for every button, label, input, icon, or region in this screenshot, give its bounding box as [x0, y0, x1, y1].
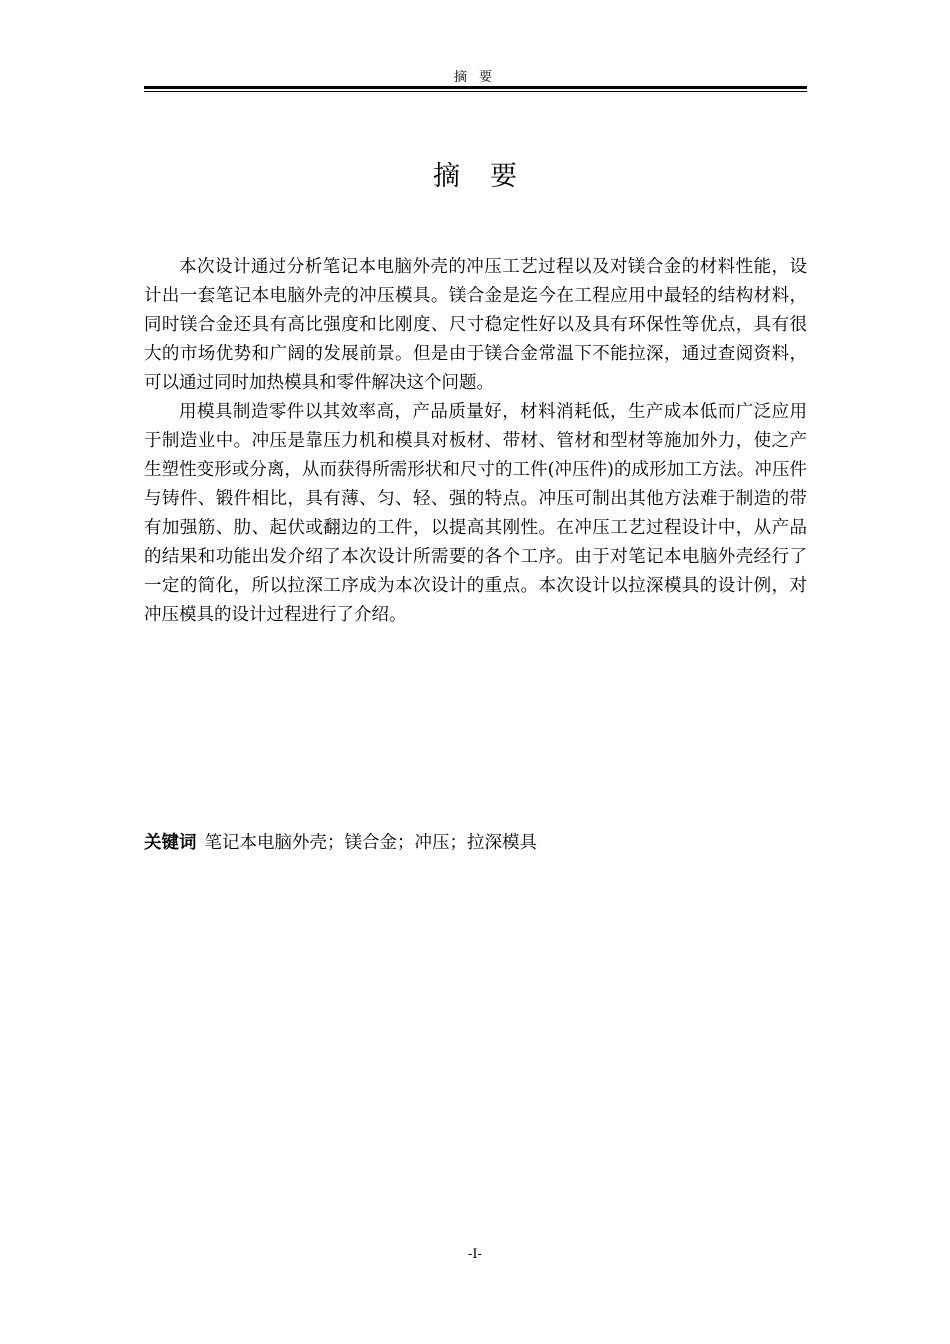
abstract-paragraph-2: 用模具制造零件以其效率高，产品质量好，材料消耗低，生产成本低而广泛应用于制造业中。冲压是靠压力机和模具对板材、带材、管材和型材等施加外力，使之产生塑性变形或分离，从而获得所需形状和尺寸的工件(冲压件)的成形加工方法。冲压件与铸件、锻件相比，具有薄、匀、轻、强的特点。冲压可制出其他方法难于制造的带有加强筋、肋、起伏或翻边的工件，以提高其刚性。在冲压工艺过程设计中，从产品的结果和功能出发介绍了本次设计所需要的各个工序。由于对笔记本电脑外壳经行了一定的简化，所以拉深工序成为本次设计的重点。本次设计以拉深模具的设计例，对冲压模具的设计过程进行了介绍。: [144, 402, 807, 625]
running-header: 摘 要: [453, 70, 497, 85]
page-number: -I-: [468, 1247, 482, 1262]
keywords-value: 笔记本电脑外壳；镁合金；冲压；拉深模具: [204, 833, 537, 853]
abstract-paragraph-1: 本次设计通过分析笔记本电脑外壳的冲压工艺过程以及对镁合金的材料性能，设计出一套笔记本电脑外壳的冲压模具。镁合金是迄今在工程应用中最轻的结构材料，同时镁合金还具有高比强度和比刚度、尺寸稳定性好以及具有环保性等优点，具有很大的市场优势和广阔的发展前景。但是由于镁合金常温下不能拉深，通过查阅资料，可以通过同时加热模具和零件解决这个问题。: [144, 257, 807, 393]
keywords-label: 关键词: [144, 833, 197, 853]
abstract-body: [144, 253, 807, 630]
header-rule-thick: [144, 86, 807, 89]
keywords-line: [144, 829, 807, 858]
page-title: 摘要: [433, 161, 547, 192]
header-rule-thin: [144, 91, 807, 92]
